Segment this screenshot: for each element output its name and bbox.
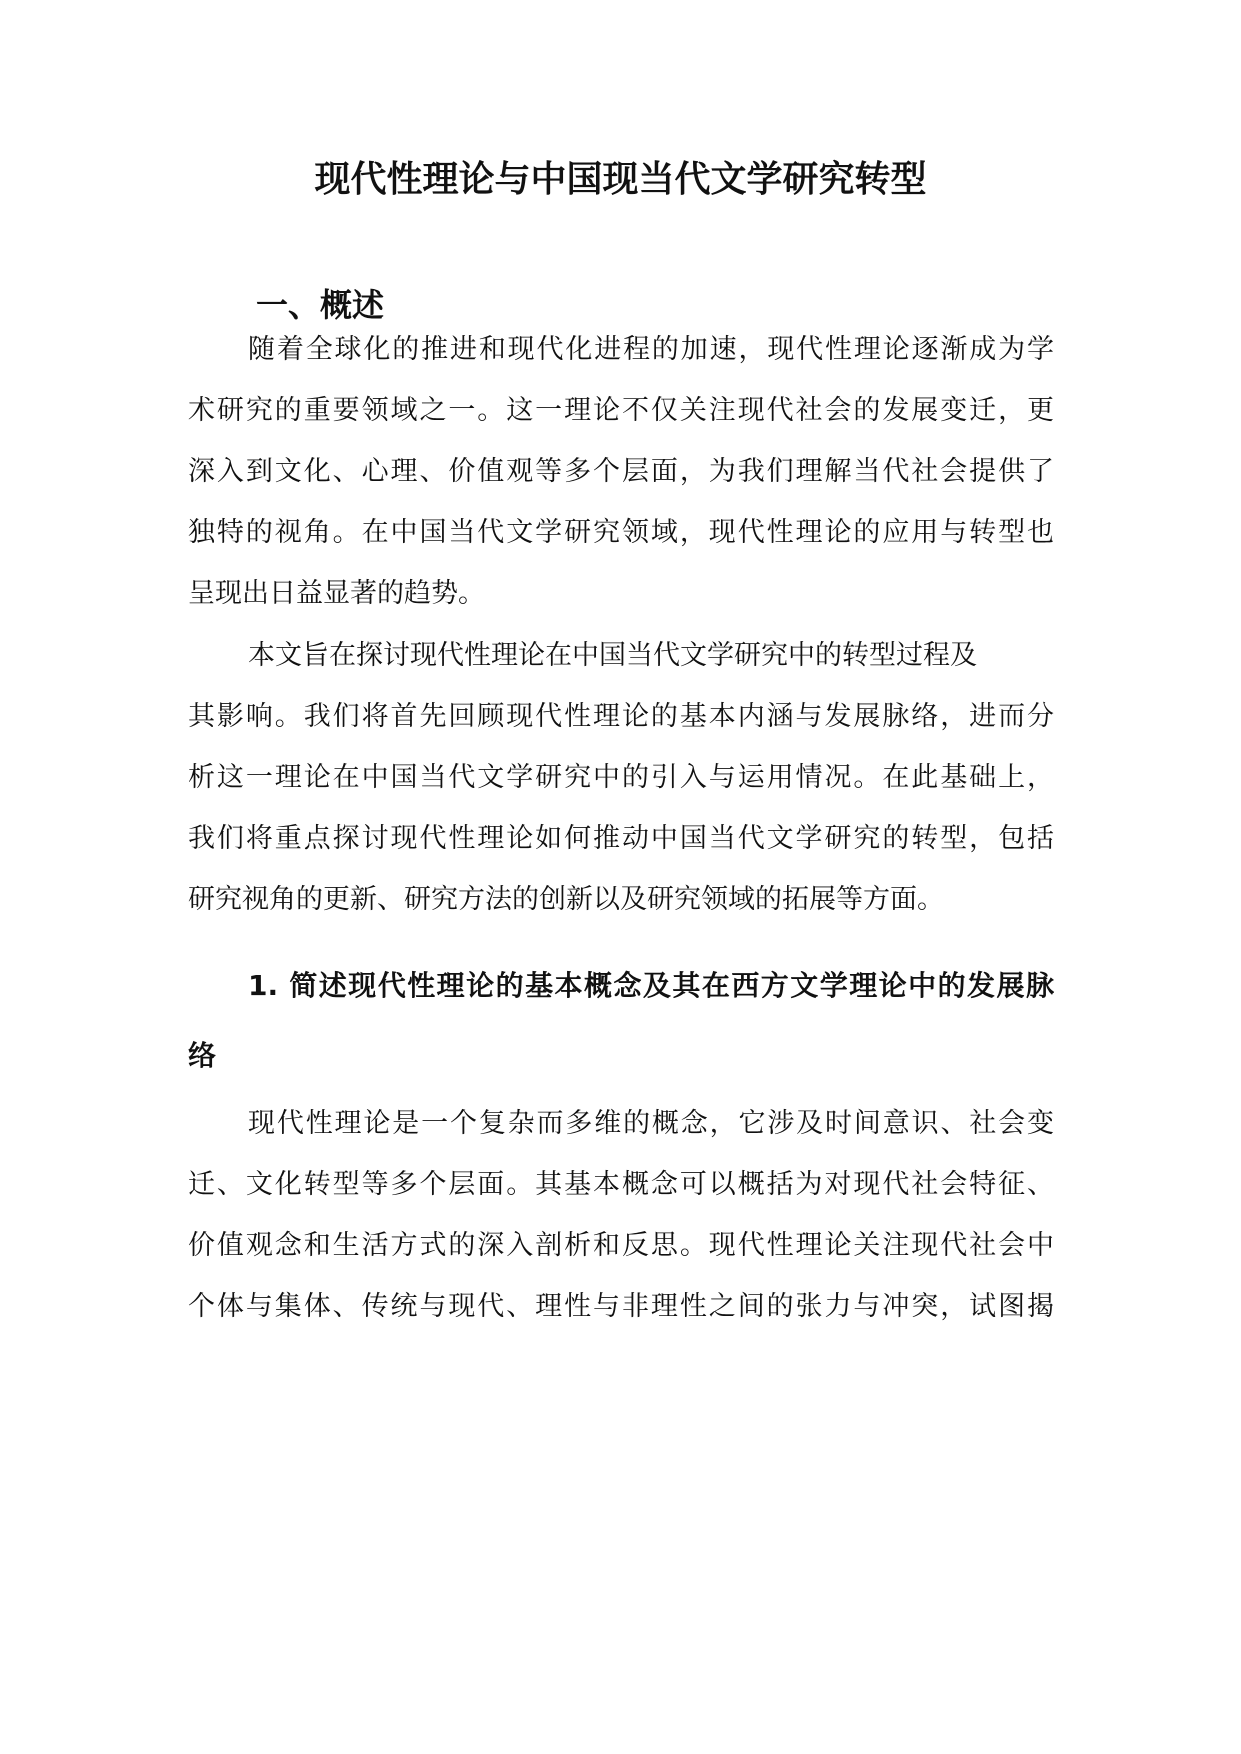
document-title: 现代性理论与中国现当代文学研究转型 <box>314 159 927 200</box>
paragraph-line: 研究视角的更新、研究方法的创新以及研究领域的拓展等方面。 <box>188 884 944 915</box>
section-heading-overview: 一、概述 <box>256 286 385 324</box>
paragraph-line: 个体与集体、传统与现代、理性与非理性之间的张力与冲突，试图揭 <box>188 1291 1054 1322</box>
paragraph-line: 本文旨在探讨现代性理论在中国当代文学研究中的转型过程及 <box>248 640 977 671</box>
paragraph-line: 价值观念和生活方式的深入剖析和反思。现代性理论关注现代社会中 <box>188 1230 1054 1261</box>
paragraph-line: 现代性理论是一个复杂而多维的概念，它涉及时间意识、社会变 <box>248 1108 1054 1139</box>
paragraph-line: 其影响。我们将首先回顾现代性理论的基本内涵与发展脉络，进而分 <box>188 701 1054 732</box>
subsection-heading-line: 络 <box>188 1039 217 1072</box>
paragraph-line: 迁、文化转型等多个层面。其基本概念可以概括为对现代社会特征、 <box>188 1169 1054 1200</box>
paragraph-line: 术研究的重要领域之一。这一理论不仅关注现代社会的发展变迁，更 <box>188 395 1054 426</box>
paragraph-line: 我们将重点探讨现代性理论如何推动中国当代文学研究的转型，包括 <box>188 823 1054 854</box>
subsection-heading-line: 1. 简述现代性理论的基本概念及其在西方文学理论中的发展脉 <box>248 969 1054 1002</box>
paragraph-line: 随着全球化的推进和现代化进程的加速，现代性理论逐渐成为学 <box>248 334 1054 365</box>
paragraph-line: 深入到文化、心理、价值观等多个层面，为我们理解当代社会提供了 <box>188 456 1054 487</box>
paragraph-line: 独特的视角。在中国当代文学研究领域，现代性理论的应用与转型也 <box>188 517 1054 548</box>
paragraph-line: 析这一理论在中国当代文学研究中的引入与运用情况。在此基础上， <box>188 762 1054 793</box>
paragraph-line: 呈现出日益显著的趋势。 <box>188 578 485 609</box>
